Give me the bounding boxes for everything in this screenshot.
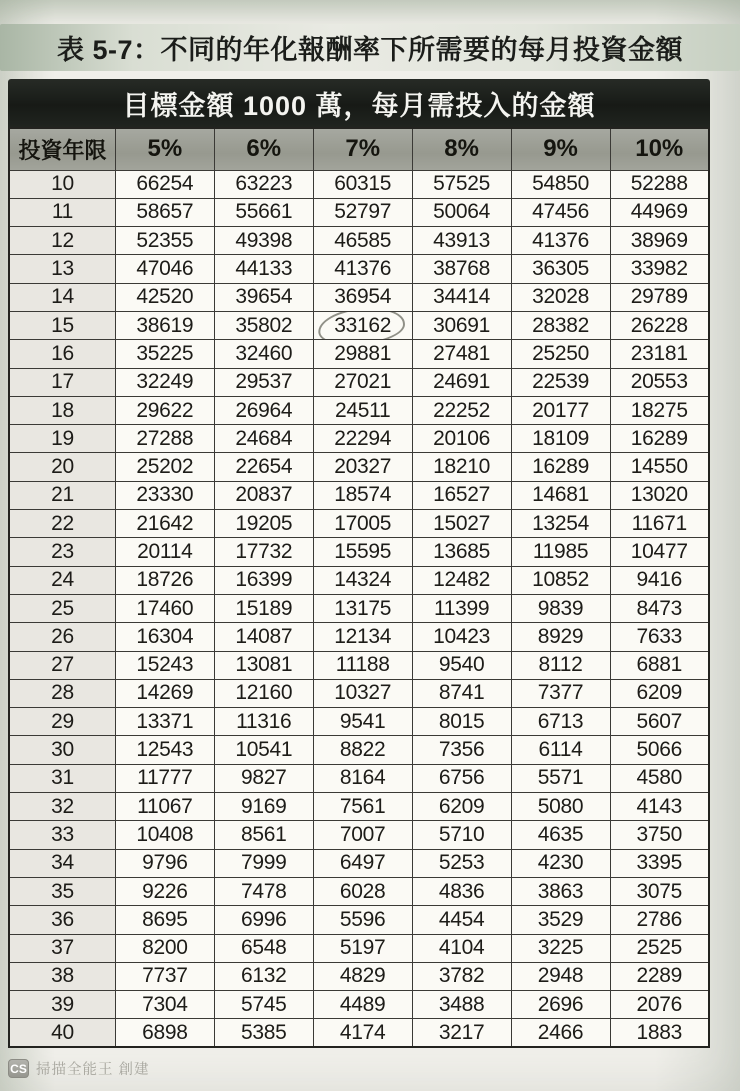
value-cell: 29537 (214, 368, 313, 396)
value-cell: 8112 (511, 651, 610, 679)
table-row (9, 736, 709, 764)
value-cell: 22539 (511, 368, 610, 396)
value-cell: 13685 (412, 538, 511, 566)
value-cell: 20177 (511, 396, 610, 424)
value-cell: 6209 (412, 793, 511, 821)
value-cell: 6209 (610, 679, 709, 707)
value-cell: 8473 (610, 594, 709, 622)
value-cell: 14324 (313, 566, 412, 594)
value-cell: 25250 (511, 340, 610, 368)
value-cell: 1883 (610, 1019, 709, 1047)
table-row (9, 538, 709, 566)
value-cell: 7356 (412, 736, 511, 764)
year-cell: 10 (9, 170, 115, 198)
year-cell: 22 (9, 510, 115, 538)
value-cell: 11985 (511, 538, 610, 566)
value-cell: 12543 (115, 736, 214, 764)
year-cell: 23 (9, 538, 115, 566)
column-header: 8% (412, 128, 511, 170)
value-cell: 26228 (610, 311, 709, 339)
value-cell: 22252 (412, 396, 511, 424)
value-cell: 25202 (115, 453, 214, 481)
table-row (9, 340, 709, 368)
value-cell: 4104 (412, 934, 511, 962)
year-cell: 20 (9, 453, 115, 481)
value-cell: 21642 (115, 510, 214, 538)
value-cell: 30691 (412, 311, 511, 339)
value-cell: 15189 (214, 594, 313, 622)
camscanner-icon: CS (8, 1059, 29, 1078)
table-row (9, 708, 709, 736)
value-cell: 9226 (115, 877, 214, 905)
value-cell: 17005 (313, 510, 412, 538)
value-cell: 7007 (313, 821, 412, 849)
value-cell: 19205 (214, 510, 313, 538)
value-cell: 15027 (412, 510, 511, 538)
value-cell: 2696 (511, 991, 610, 1019)
value-cell: 32249 (115, 368, 214, 396)
value-cell: 16527 (412, 481, 511, 509)
table-row (9, 623, 709, 651)
value-cell: 41376 (511, 227, 610, 255)
value-cell: 5197 (313, 934, 412, 962)
value-cell: 7304 (115, 991, 214, 1019)
year-cell: 27 (9, 651, 115, 679)
value-cell: 20106 (412, 425, 511, 453)
column-header: 5% (115, 128, 214, 170)
table-row (9, 934, 709, 962)
column-header: 6% (214, 128, 313, 170)
value-cell: 6114 (511, 736, 610, 764)
table-header-row (9, 128, 709, 170)
value-cell: 27481 (412, 340, 511, 368)
value-cell: 20114 (115, 538, 214, 566)
value-cell: 38969 (610, 227, 709, 255)
value-cell: 5571 (511, 764, 610, 792)
value-cell: 23330 (115, 481, 214, 509)
value-cell: 13254 (511, 510, 610, 538)
value-cell: 4836 (412, 877, 511, 905)
value-cell: 9796 (115, 849, 214, 877)
investment-table (8, 127, 710, 1048)
year-cell: 31 (9, 764, 115, 792)
value-cell: 52355 (115, 227, 214, 255)
value-cell: 16289 (610, 425, 709, 453)
value-cell: 38619 (115, 311, 214, 339)
value-cell: 12134 (313, 623, 412, 651)
value-cell (313, 311, 412, 339)
value-cell: 6132 (214, 962, 313, 990)
table-row (9, 481, 709, 509)
value-cell: 4230 (511, 849, 610, 877)
value-cell: 8822 (313, 736, 412, 764)
value-cell: 23181 (610, 340, 709, 368)
year-cell: 40 (9, 1019, 115, 1047)
value-cell: 15595 (313, 538, 412, 566)
page-title: 表 5-7：不同的年化報酬率下所需要的每月投資金額 (56, 35, 684, 65)
value-cell: 3529 (511, 906, 610, 934)
value-cell: 3863 (511, 877, 610, 905)
value-cell: 5066 (610, 736, 709, 764)
year-cell: 38 (9, 962, 115, 990)
table-row (9, 510, 709, 538)
value-cell: 32028 (511, 283, 610, 311)
value-cell: 7737 (115, 962, 214, 990)
value-cell: 28382 (511, 311, 610, 339)
value-cell: 16304 (115, 623, 214, 651)
table-row (9, 227, 709, 255)
value-cell: 5253 (412, 849, 511, 877)
year-cell: 18 (9, 396, 115, 424)
value-cell: 2948 (511, 962, 610, 990)
year-cell: 16 (9, 340, 115, 368)
value-cell: 16399 (214, 566, 313, 594)
value-cell: 8695 (115, 906, 214, 934)
table-row (9, 877, 709, 905)
value-cell: 39654 (214, 283, 313, 311)
table-row (9, 821, 709, 849)
pencil-circle-annotation: 33162 (334, 313, 392, 337)
year-cell: 14 (9, 283, 115, 311)
table-row (9, 594, 709, 622)
value-cell: 4143 (610, 793, 709, 821)
value-cell: 27288 (115, 425, 214, 453)
value-cell: 11777 (115, 764, 214, 792)
table-row (9, 962, 709, 990)
year-cell: 33 (9, 821, 115, 849)
value-cell: 8561 (214, 821, 313, 849)
year-cell: 32 (9, 793, 115, 821)
value-cell: 6548 (214, 934, 313, 962)
value-cell: 7478 (214, 877, 313, 905)
table-caption-band (0, 24, 740, 71)
value-cell: 3217 (412, 1019, 511, 1047)
value-cell: 29881 (313, 340, 412, 368)
year-cell: 26 (9, 623, 115, 651)
year-cell: 19 (9, 425, 115, 453)
table-row (9, 255, 709, 283)
value-cell: 12482 (412, 566, 511, 594)
value-cell: 11067 (115, 793, 214, 821)
year-cell: 11 (9, 198, 115, 226)
year-cell: 35 (9, 877, 115, 905)
value-cell: 6028 (313, 877, 412, 905)
value-cell: 55661 (214, 198, 313, 226)
value-cell: 8929 (511, 623, 610, 651)
year-cell: 30 (9, 736, 115, 764)
value-cell: 47046 (115, 255, 214, 283)
value-cell: 13175 (313, 594, 412, 622)
value-cell: 6713 (511, 708, 610, 736)
value-cell: 10852 (511, 566, 610, 594)
table-row (9, 906, 709, 934)
value-cell: 58657 (115, 198, 214, 226)
table-row (9, 396, 709, 424)
value-cell: 4489 (313, 991, 412, 1019)
value-cell: 41376 (313, 255, 412, 283)
value-cell: 9827 (214, 764, 313, 792)
value-cell: 36305 (511, 255, 610, 283)
value-cell: 33982 (610, 255, 709, 283)
value-cell: 9540 (412, 651, 511, 679)
value-cell: 8164 (313, 764, 412, 792)
value-cell: 35802 (214, 311, 313, 339)
value-cell: 5080 (511, 793, 610, 821)
value-cell: 60315 (313, 170, 412, 198)
banner-title: 目標金額 1000 萬，每月需投入的金額 (122, 90, 596, 121)
value-cell: 52288 (610, 170, 709, 198)
value-cell: 5745 (214, 991, 313, 1019)
year-cell: 13 (9, 255, 115, 283)
value-cell: 2466 (511, 1019, 610, 1047)
value-cell: 20327 (313, 453, 412, 481)
value-cell: 11671 (610, 510, 709, 538)
value-cell: 10408 (115, 821, 214, 849)
column-header: 9% (511, 128, 610, 170)
value-cell: 10423 (412, 623, 511, 651)
value-cell: 2289 (610, 962, 709, 990)
year-cell: 28 (9, 679, 115, 707)
value-cell: 4635 (511, 821, 610, 849)
year-cell: 25 (9, 594, 115, 622)
year-cell: 36 (9, 906, 115, 934)
value-cell: 8200 (115, 934, 214, 962)
value-cell: 6756 (412, 764, 511, 792)
value-cell: 22294 (313, 425, 412, 453)
table-row (9, 453, 709, 481)
value-cell: 7377 (511, 679, 610, 707)
value-cell: 15243 (115, 651, 214, 679)
value-cell: 29622 (115, 396, 214, 424)
value-cell: 54850 (511, 170, 610, 198)
value-cell: 12160 (214, 679, 313, 707)
value-cell: 35225 (115, 340, 214, 368)
value-cell: 17732 (214, 538, 313, 566)
value-cell: 4580 (610, 764, 709, 792)
value-cell: 26964 (214, 396, 313, 424)
value-cell: 16289 (511, 453, 610, 481)
value-cell: 18726 (115, 566, 214, 594)
value-cell: 11188 (313, 651, 412, 679)
value-cell: 9541 (313, 708, 412, 736)
value-cell: 20553 (610, 368, 709, 396)
value-cell: 11316 (214, 708, 313, 736)
table-row (9, 991, 709, 1019)
value-cell: 6898 (115, 1019, 214, 1047)
value-cell: 17460 (115, 594, 214, 622)
year-cell: 29 (9, 708, 115, 736)
value-cell: 6881 (610, 651, 709, 679)
table-body (9, 170, 709, 1047)
value-cell: 11399 (412, 594, 511, 622)
value-cell: 29789 (610, 283, 709, 311)
year-cell: 21 (9, 481, 115, 509)
value-cell: 14087 (214, 623, 313, 651)
value-cell: 3782 (412, 962, 511, 990)
value-cell: 42520 (115, 283, 214, 311)
value-cell: 43913 (412, 227, 511, 255)
value-cell: 5596 (313, 906, 412, 934)
value-cell: 9416 (610, 566, 709, 594)
table-row (9, 849, 709, 877)
column-header: 7% (313, 128, 412, 170)
table-row (9, 651, 709, 679)
value-cell: 2525 (610, 934, 709, 962)
value-cell: 18210 (412, 453, 511, 481)
table-row (9, 679, 709, 707)
value-cell: 49398 (214, 227, 313, 255)
value-cell: 14681 (511, 481, 610, 509)
value-cell: 14269 (115, 679, 214, 707)
year-cell: 34 (9, 849, 115, 877)
value-cell: 3225 (511, 934, 610, 962)
value-cell: 27021 (313, 368, 412, 396)
value-cell: 5385 (214, 1019, 313, 1047)
value-cell: 32460 (214, 340, 313, 368)
value-cell: 4174 (313, 1019, 412, 1047)
value-cell: 50064 (412, 198, 511, 226)
value-cell: 18574 (313, 481, 412, 509)
value-cell: 7999 (214, 849, 313, 877)
value-cell: 13371 (115, 708, 214, 736)
value-cell: 3488 (412, 991, 511, 1019)
value-cell: 2076 (610, 991, 709, 1019)
table-row (9, 1019, 709, 1047)
value-cell: 3750 (610, 821, 709, 849)
value-cell: 7633 (610, 623, 709, 651)
value-cell: 66254 (115, 170, 214, 198)
year-cell: 12 (9, 227, 115, 255)
value-cell: 13081 (214, 651, 313, 679)
watermark-text: 掃描全能王 創建 (36, 1062, 150, 1078)
value-cell: 10477 (610, 538, 709, 566)
value-cell: 3395 (610, 849, 709, 877)
table-row (9, 311, 709, 339)
value-cell: 24684 (214, 425, 313, 453)
year-cell: 39 (9, 991, 115, 1019)
value-cell: 13020 (610, 481, 709, 509)
value-cell: 47456 (511, 198, 610, 226)
table-row (9, 425, 709, 453)
value-cell: 8015 (412, 708, 511, 736)
value-cell: 7561 (313, 793, 412, 821)
value-cell: 14550 (610, 453, 709, 481)
value-cell: 18275 (610, 396, 709, 424)
year-cell: 37 (9, 934, 115, 962)
value-cell: 3075 (610, 877, 709, 905)
value-cell: 4829 (313, 962, 412, 990)
value-cell: 10541 (214, 736, 313, 764)
value-cell: 36954 (313, 283, 412, 311)
value-cell: 8741 (412, 679, 511, 707)
column-header: 10% (610, 128, 709, 170)
value-cell: 5710 (412, 821, 511, 849)
table-row (9, 368, 709, 396)
value-cell: 9169 (214, 793, 313, 821)
value-cell: 46585 (313, 227, 412, 255)
value-cell: 5607 (610, 708, 709, 736)
value-cell: 22654 (214, 453, 313, 481)
value-cell: 44969 (610, 198, 709, 226)
table-row (9, 793, 709, 821)
table-row (9, 764, 709, 792)
column-header: 投資年限 (9, 128, 115, 170)
scanner-watermark (8, 1058, 150, 1079)
year-cell: 17 (9, 368, 115, 396)
year-cell: 15 (9, 311, 115, 339)
value-cell: 9839 (511, 594, 610, 622)
value-cell: 18109 (511, 425, 610, 453)
value-cell: 6996 (214, 906, 313, 934)
value-cell: 2786 (610, 906, 709, 934)
value-cell: 10327 (313, 679, 412, 707)
value-cell: 52797 (313, 198, 412, 226)
year-cell: 24 (9, 566, 115, 594)
table-row (9, 283, 709, 311)
table-title-banner (8, 79, 710, 127)
table-row (9, 170, 709, 198)
value-cell: 24691 (412, 368, 511, 396)
value-cell: 24511 (313, 396, 412, 424)
table-row (9, 566, 709, 594)
table-row (9, 198, 709, 226)
value-cell: 4454 (412, 906, 511, 934)
value-cell: 38768 (412, 255, 511, 283)
value-cell: 20837 (214, 481, 313, 509)
value-cell: 34414 (412, 283, 511, 311)
value-cell: 44133 (214, 255, 313, 283)
value-cell: 6497 (313, 849, 412, 877)
value-cell: 63223 (214, 170, 313, 198)
value-cell: 57525 (412, 170, 511, 198)
